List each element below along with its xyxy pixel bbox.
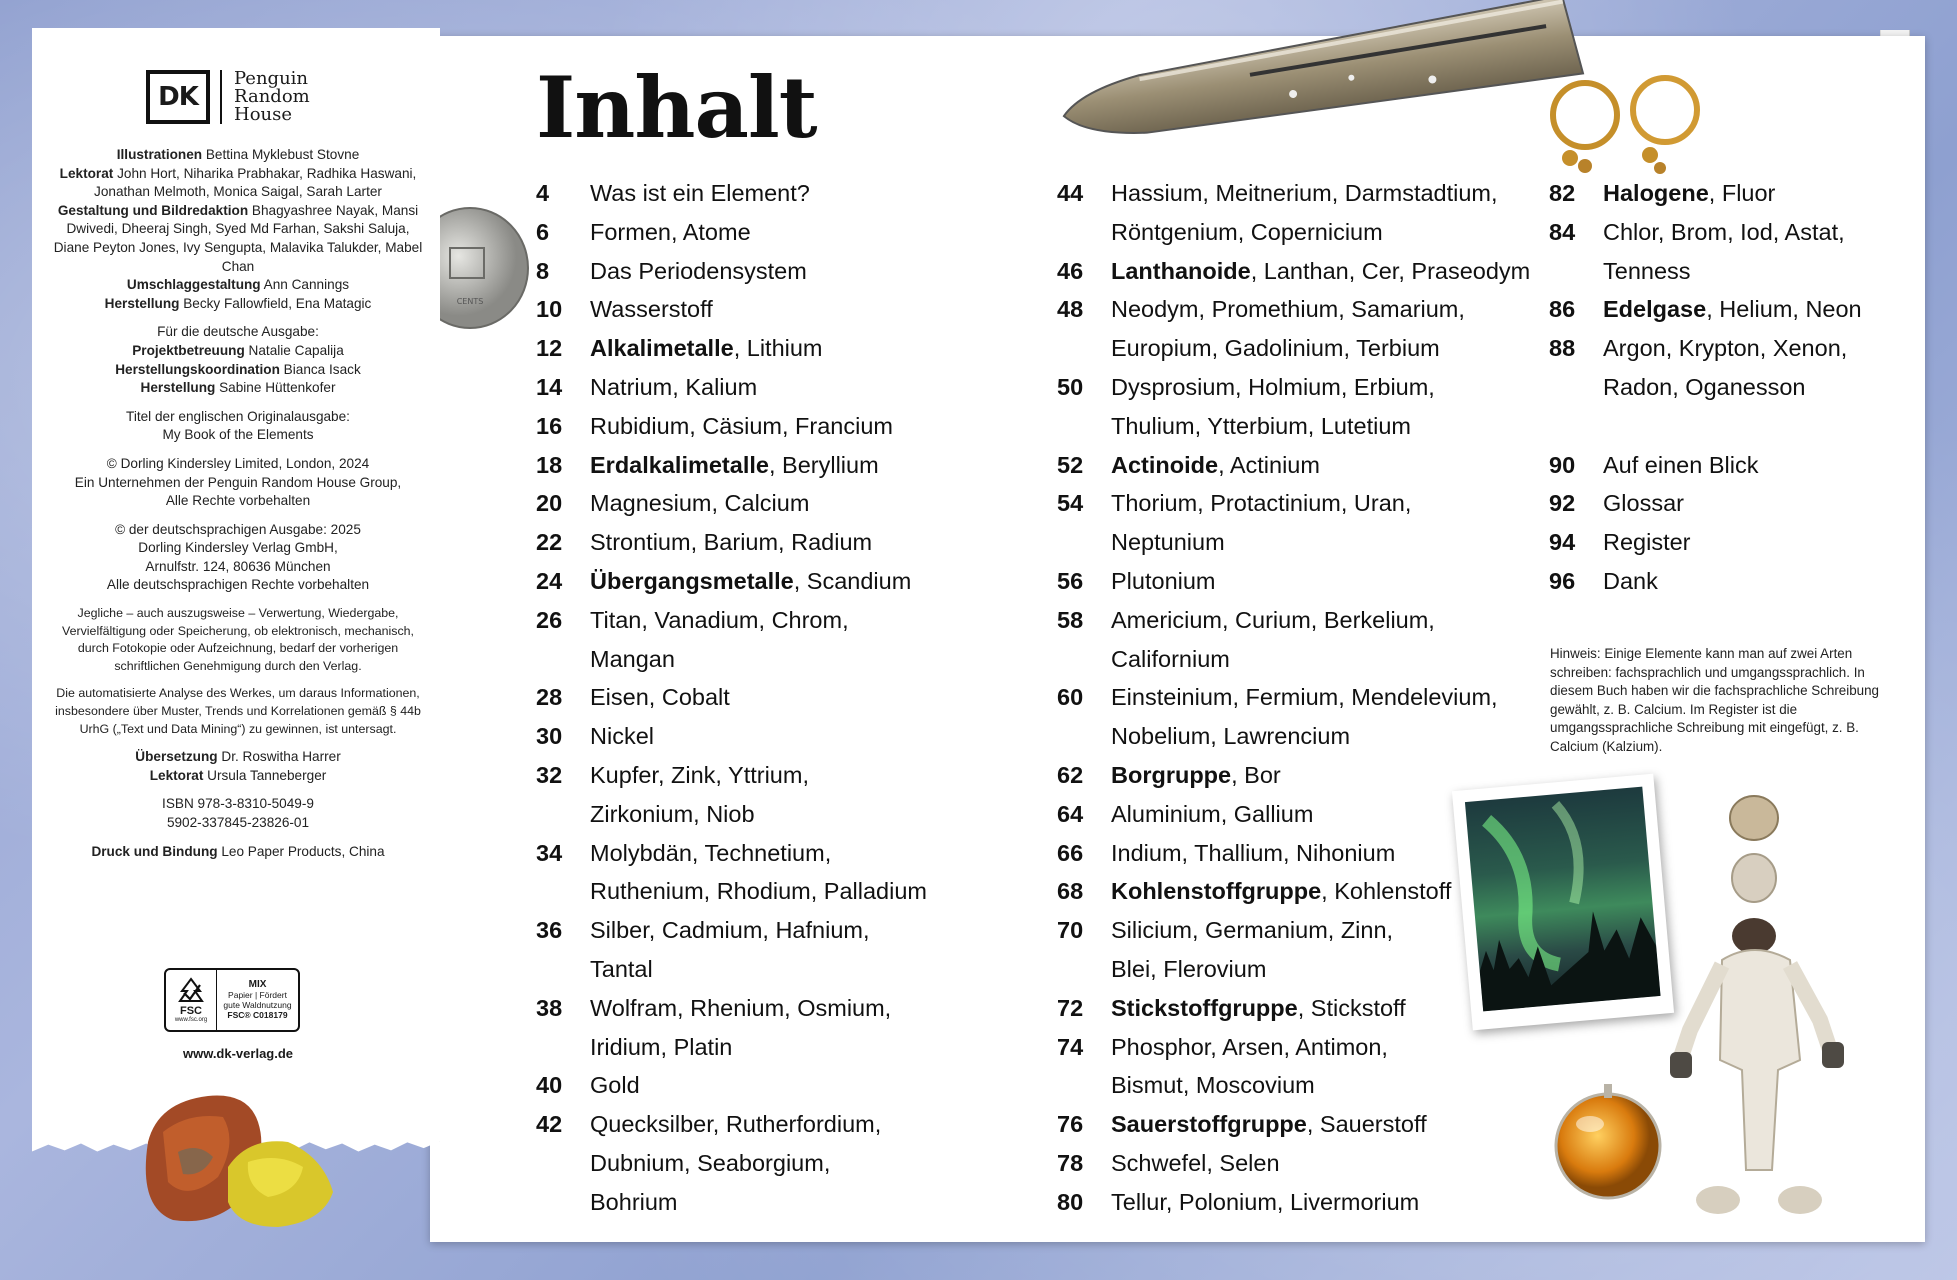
copyright-line: © Dorling Kindersley Limited, London, 2024 bbox=[106, 455, 370, 471]
coin-text: CENTS bbox=[456, 297, 484, 306]
toc-entry-text bbox=[590, 601, 986, 640]
tdm-notice: Die automatisierte Analyse des Werkes, um daraus Informationen, insbesondere über Muster, Trends und Korrelationen gemäß § 44b UrhG („Text und Data Mining“) zu gewinnen, ist untersagt. bbox=[55, 686, 421, 736]
toc-column-3 bbox=[1549, 174, 1879, 601]
mineral-rocks-image bbox=[128, 1082, 348, 1232]
toc-entry[interactable] bbox=[536, 562, 986, 601]
toc-page-number: 60 bbox=[1057, 684, 1084, 711]
website-link[interactable]: www.dk-verlag.de bbox=[182, 1046, 294, 1061]
toc-page-number: 6 bbox=[536, 218, 550, 245]
toc-entry-text bbox=[590, 407, 986, 446]
logo-line: Random bbox=[234, 86, 310, 107]
toc-entry-text bbox=[590, 484, 986, 523]
toc-group-name: Actinoide bbox=[1111, 451, 1219, 478]
toc-entry[interactable] bbox=[536, 252, 986, 291]
copyright-line: Dorling Kindersley Verlag GmbH, bbox=[138, 540, 338, 556]
credit-label: Übersetzung bbox=[135, 749, 218, 765]
toc-entry[interactable] bbox=[1549, 213, 1879, 252]
toc-group-name: Erdalkalimetalle bbox=[590, 451, 769, 478]
toc-entry-text bbox=[1603, 329, 1879, 368]
toc-elements: Thorium, Protactinium, Uran, bbox=[1111, 490, 1412, 517]
fsc-url: www.fsc.org bbox=[174, 1017, 208, 1023]
credit-label: Gestaltung und Bildredaktion bbox=[57, 202, 249, 218]
page-title: Inhalt bbox=[536, 58, 817, 157]
toc-group-name: Halogene bbox=[1603, 180, 1709, 206]
toc-entry[interactable] bbox=[1057, 1183, 1537, 1222]
toc-entry-continuation: Thulium, Ytterbium, Lutetium bbox=[1111, 412, 1411, 439]
toc-page-number: 94 bbox=[1549, 529, 1576, 556]
toc-entry[interactable] bbox=[1549, 484, 1879, 523]
toc-page-number: 76 bbox=[1057, 1111, 1084, 1138]
coin-image bbox=[440, 206, 530, 336]
toc-page-number: 24 bbox=[536, 567, 563, 594]
space-suit-image bbox=[1650, 790, 1860, 1230]
toc-entry[interactable] bbox=[1057, 562, 1537, 601]
credit-text: Bettina Myklebust Stovne bbox=[202, 147, 360, 162]
credits-block bbox=[52, 146, 424, 313]
credit-label: Herstellung bbox=[104, 295, 180, 311]
toc-entry-text bbox=[590, 834, 986, 873]
toc-group-name: Sauerstoffgruppe bbox=[1111, 1111, 1307, 1138]
fsc-info bbox=[217, 978, 298, 1022]
toc-page-number: 48 bbox=[1057, 296, 1084, 323]
toc-group-name: Edelgase bbox=[1603, 296, 1707, 323]
credit-label: Druck und Bindung bbox=[91, 843, 218, 859]
toc-page-number: 4 bbox=[536, 180, 550, 206]
toc-page-number: 8 bbox=[536, 257, 550, 284]
toc-page-number: 34 bbox=[536, 839, 563, 866]
isbn-block bbox=[52, 795, 424, 832]
toc-elements: , Kohlenstoff bbox=[1321, 878, 1452, 905]
bromine-sphere-image bbox=[1550, 1078, 1670, 1208]
imprint-text bbox=[52, 146, 424, 871]
toc-entry-text bbox=[1111, 174, 1537, 213]
toc-elements: Nickel bbox=[590, 723, 654, 750]
copyright-line: © der deutschsprachigen Ausgabe: 2025 bbox=[115, 521, 361, 537]
toc-page-number: 90 bbox=[1549, 451, 1576, 478]
toc-elements: , Bor bbox=[1231, 761, 1281, 788]
toc-elements: Quecksilber, Rutherfordium, bbox=[590, 1111, 882, 1138]
toc-entry-continuation: Californium bbox=[1111, 645, 1230, 672]
toc-elements: Wasserstoff bbox=[590, 296, 713, 323]
toc-entry[interactable] bbox=[1057, 290, 1537, 329]
toc-entry-text bbox=[1603, 174, 1879, 213]
toc-page-number: 78 bbox=[1057, 1149, 1084, 1176]
copyright-line: Arnulfstr. 124, 80636 München bbox=[145, 558, 331, 574]
spelling-note: Hinweis: Einige Elemente kann man auf zwei Arten schreiben: fachsprachlich und umgangssprachlich. In diesem Buch haben wir die fachsprachliche Schreibung gewählt, z. B. Calcium. Im Register ist die umgangssprachliche Schreibung mit eingefügt, z. B. Calcium (Kalzium). bbox=[1550, 646, 1880, 754]
toc-entry-text bbox=[590, 446, 986, 485]
credit-label: Herstellung bbox=[140, 380, 216, 396]
toc-entry[interactable] bbox=[536, 174, 986, 213]
toc-entry-text bbox=[1603, 562, 1879, 601]
toc-entry-continuation: Tenness bbox=[1603, 257, 1691, 284]
toc-elements: Schwefel, Selen bbox=[1111, 1149, 1280, 1176]
toc-page-number: 44 bbox=[1057, 180, 1084, 206]
toc-page-number: 64 bbox=[1057, 800, 1084, 827]
toc-entry[interactable] bbox=[536, 911, 986, 950]
toc-entry[interactable] bbox=[536, 484, 986, 523]
toc-entry[interactable] bbox=[1549, 329, 1879, 368]
toc-entry-text bbox=[1111, 1144, 1537, 1183]
credit-text: Becky Fallowfield, Ena Matagic bbox=[179, 295, 372, 311]
fsc-badge bbox=[164, 968, 300, 1032]
toc-elements: , Fluor bbox=[1708, 180, 1776, 206]
toc-entry-text bbox=[590, 290, 986, 329]
toc-entry-text bbox=[590, 717, 986, 756]
toc-entry[interactable] bbox=[1057, 601, 1537, 640]
aurora-graphic bbox=[1465, 787, 1661, 1012]
toc-elements: Molybdän, Technetium, bbox=[590, 839, 832, 866]
toc-entry[interactable] bbox=[536, 329, 986, 368]
toc-page-number: 68 bbox=[1057, 878, 1084, 905]
toc-entry[interactable] bbox=[1057, 1028, 1537, 1067]
toc-page-number: 50 bbox=[1057, 373, 1084, 400]
toc-entry-text bbox=[1603, 446, 1879, 485]
toc-page-number: 66 bbox=[1057, 839, 1084, 866]
toc-page-number: 46 bbox=[1057, 257, 1084, 284]
toc-entry[interactable] bbox=[536, 290, 986, 329]
toc-entry-text bbox=[590, 989, 986, 1028]
credit-label: Illustrationen bbox=[116, 147, 203, 162]
toc-page-number: 18 bbox=[536, 451, 563, 478]
toc-elements: Magnesium, Calcium bbox=[590, 490, 810, 517]
translation-block bbox=[52, 748, 424, 785]
copyright-uk bbox=[52, 455, 424, 511]
toc-page-number: 52 bbox=[1057, 451, 1084, 478]
toc-entry-text bbox=[1111, 601, 1537, 640]
fsc-line: Papier | Fördert bbox=[228, 990, 287, 1000]
toc-entry[interactable] bbox=[1057, 368, 1537, 407]
toc-group-name: Lanthanoide bbox=[1111, 257, 1251, 284]
toc-entry-continuation: Iridium, Platin bbox=[590, 1033, 733, 1060]
toc-entry[interactable] bbox=[536, 368, 986, 407]
toc-entry-continuation: Tantal bbox=[590, 955, 653, 982]
toc-elements: , Stickstoff bbox=[1297, 994, 1406, 1021]
copyright-line: Ein Unternehmen der Penguin Random House Group, bbox=[74, 474, 402, 490]
aurora-image bbox=[1465, 787, 1661, 1012]
toc-page-number: 14 bbox=[536, 373, 563, 400]
toc-column-1 bbox=[536, 174, 986, 1222]
logo-line: House bbox=[234, 104, 293, 125]
toc-elements: Was ist ein Element? bbox=[590, 180, 810, 206]
toc-page-number: 58 bbox=[1057, 606, 1084, 633]
gold-earrings-image bbox=[1540, 70, 1720, 180]
credit-label: Lektorat bbox=[59, 165, 114, 181]
toc-entry[interactable] bbox=[1549, 523, 1879, 562]
toc-entry[interactable] bbox=[1057, 252, 1537, 291]
toc-entry-text bbox=[1111, 446, 1537, 485]
credit-text: John Hort, Niharika Prabhakar, Radhika Haswani, Jonathan Melmoth, Monica Saigal, Sarah Larter bbox=[94, 165, 417, 200]
toc-entry[interactable] bbox=[1549, 174, 1879, 213]
toc-page-number: 82 bbox=[1549, 180, 1576, 206]
toc-entry[interactable] bbox=[536, 446, 986, 485]
toc-entry[interactable] bbox=[1057, 446, 1537, 485]
toc-entry-continuation: Ruthenium, Rhodium, Palladium bbox=[590, 878, 927, 905]
toc-entry-continuation: Bohrium bbox=[590, 1188, 678, 1215]
toc-entry-text bbox=[590, 1105, 986, 1144]
toc-page-number: 88 bbox=[1549, 335, 1576, 362]
credit-text: Ursula Tanneberger bbox=[203, 767, 327, 783]
toc-entry-text bbox=[1111, 368, 1537, 407]
tree-check-icon bbox=[176, 977, 206, 1005]
toc-elements: Silicium, Germanium, Zinn, bbox=[1111, 917, 1394, 944]
toc-elements: Formen, Atome bbox=[590, 218, 751, 245]
toc-entry-text bbox=[1111, 678, 1537, 717]
dk-logo: DK bbox=[146, 70, 210, 124]
original-title-block bbox=[52, 408, 424, 445]
toc-elements: , Lithium bbox=[733, 335, 823, 362]
toc-entry-text bbox=[1111, 1183, 1537, 1222]
fsc-mix: MIX bbox=[248, 979, 267, 990]
toc-entry[interactable] bbox=[536, 756, 986, 795]
logo-divider bbox=[220, 70, 222, 124]
toc-page-number: 92 bbox=[1549, 490, 1576, 517]
toc-page-number: 20 bbox=[536, 490, 563, 517]
toc-entry[interactable] bbox=[536, 834, 986, 873]
ean: 5902-337845-23826-01 bbox=[166, 815, 310, 830]
fsc-tree-icon bbox=[166, 970, 217, 1030]
logo-line: Penguin bbox=[234, 68, 309, 89]
toc-entry[interactable] bbox=[1057, 1144, 1537, 1183]
toc-entry[interactable] bbox=[536, 717, 986, 756]
credit-label: Projektbetreuung bbox=[132, 342, 245, 358]
toc-elements: Auf einen Blick bbox=[1603, 451, 1759, 478]
toc-entry-continuation: Nobelium, Lawrencium bbox=[1111, 723, 1351, 750]
toc-entry-text bbox=[590, 523, 986, 562]
toc-page-number: 96 bbox=[1549, 567, 1576, 594]
toc-page-number: 30 bbox=[536, 723, 563, 750]
fsc-logo-text: FSC bbox=[180, 1005, 202, 1017]
toc-page-number: 22 bbox=[536, 529, 563, 556]
toc-entry-text bbox=[1111, 252, 1537, 291]
toc-page-number: 26 bbox=[536, 606, 563, 633]
toc-entry-text bbox=[590, 368, 986, 407]
toc-page-number: 40 bbox=[536, 1072, 563, 1099]
toc-elements: Indium, Thallium, Nihonium bbox=[1111, 839, 1396, 866]
toc-entry[interactable] bbox=[1549, 446, 1879, 485]
toc-elements: Eisen, Cobalt bbox=[590, 684, 730, 711]
toc-page-number: 86 bbox=[1549, 296, 1576, 323]
toc-entry-text bbox=[1603, 523, 1879, 562]
toc-page-number: 10 bbox=[536, 296, 563, 323]
toc-entry[interactable] bbox=[536, 678, 986, 717]
toc-entry[interactable] bbox=[1057, 174, 1537, 213]
toc-group-name: Übergangsmetalle bbox=[590, 567, 794, 594]
toc-elements: Das Periodensystem bbox=[590, 257, 807, 284]
toc-elements: Glossar bbox=[1603, 490, 1684, 517]
toc-entry[interactable] bbox=[536, 1066, 986, 1105]
toc-page-number: 62 bbox=[1057, 761, 1084, 788]
german-edition-heading: Für die deutsche Ausgabe: bbox=[157, 324, 319, 340]
toc-entry[interactable] bbox=[1057, 484, 1537, 523]
toc-elements: Chlor, Brom, Iod, Astat, bbox=[1603, 218, 1845, 245]
toc-entry[interactable] bbox=[536, 601, 986, 640]
toc-page-number: 36 bbox=[536, 917, 563, 944]
toc-page-number: 32 bbox=[536, 761, 563, 788]
toc-elements: Neodym, Promethium, Samarium, bbox=[1111, 296, 1465, 323]
aurora-photo bbox=[1452, 774, 1674, 1031]
toc-elements: Plutonium bbox=[1111, 567, 1216, 594]
toc-entry-text bbox=[1111, 484, 1537, 523]
credit-label: Lektorat bbox=[149, 767, 204, 783]
toc-page-number: 12 bbox=[536, 335, 563, 362]
fsc-code: FSC® C018179 bbox=[227, 1010, 288, 1020]
toc-elements: , Lanthan, Cer, Praseodym bbox=[1250, 257, 1531, 284]
toc-entry-continuation: Europium, Gadolinium, Terbium bbox=[1111, 335, 1440, 362]
toc-entry-text bbox=[1111, 1028, 1537, 1067]
credit-text: Natalie Capalija bbox=[244, 342, 344, 358]
toc-entry-text bbox=[590, 911, 986, 950]
toc-entry[interactable] bbox=[536, 989, 986, 1028]
toc-elements: Dysprosium, Holmium, Erbium, bbox=[1111, 373, 1435, 400]
toc-group-name: Borgruppe bbox=[1111, 761, 1232, 788]
toc-entry[interactable] bbox=[536, 213, 986, 252]
toc-page-number: 56 bbox=[1057, 567, 1084, 594]
toc-page-number: 80 bbox=[1057, 1188, 1084, 1215]
toc-elements: Dank bbox=[1603, 567, 1658, 594]
original-title: My Book of the Elements bbox=[162, 427, 314, 443]
toc-entry-continuation: Dubnium, Seaborgium, bbox=[590, 1149, 831, 1176]
credit-text: Bhagyashree Nayak, Mansi Dwivedi, Dheeraj Singh, Syed Md Farhan, Sakshi Saluja, Diane Peyton Jones, Ivy Sengupta, Malavika Talukder, Mabel Chan bbox=[53, 202, 423, 274]
toc-entry-text bbox=[590, 562, 986, 601]
toc-elements: , Beryllium bbox=[768, 451, 879, 478]
toc-elements: Strontium, Barium, Radium bbox=[590, 529, 873, 556]
fsc-line: gute Waldnutzung bbox=[223, 1000, 292, 1010]
toc-page-number: 72 bbox=[1057, 994, 1084, 1021]
toc-group-name: Alkalimetalle bbox=[590, 335, 734, 362]
toc-spacer bbox=[1549, 407, 1879, 446]
toc-elements: Kupfer, Zink, Yttrium, bbox=[590, 761, 809, 788]
toc-entry-text bbox=[1111, 1105, 1537, 1144]
toc-page-number: 16 bbox=[536, 412, 563, 439]
toc-entry[interactable] bbox=[1057, 678, 1537, 717]
credit-label: Herstellungskoordination bbox=[115, 361, 280, 377]
toc-entry-text bbox=[1603, 484, 1879, 523]
isbn: ISBN 978-3-8310-5049-9 bbox=[162, 796, 314, 812]
toc-entry-text bbox=[1603, 213, 1879, 252]
toc-entry-continuation: Bismut, Moscovium bbox=[1111, 1072, 1315, 1099]
toc-entry-text bbox=[1111, 290, 1537, 329]
toc-entry-continuation: Blei, Flerovium bbox=[1111, 955, 1267, 982]
toc-elements: Natrium, Kalium bbox=[590, 373, 758, 400]
copyright-line: Alle deutschsprachigen Rechte vorbehalten bbox=[106, 577, 370, 593]
toc-entry[interactable] bbox=[1549, 290, 1879, 329]
toc-entry-text bbox=[590, 329, 986, 368]
toc-column-2 bbox=[1057, 174, 1537, 1222]
toc-page-number: 84 bbox=[1549, 218, 1576, 245]
toc-page-number: 70 bbox=[1057, 917, 1084, 944]
legal-notice: Jegliche – auch auszugsweise – Verwertung, Wiedergabe, Vervielfältigung oder Speicherung, ob elektronisch, mechanisch, durch Fotokopie oder Aufzeichnung, bedarf der vorherigen schriftlichen Genehmigung durch den Verlag. bbox=[62, 606, 414, 673]
toc-elements: Silber, Cadmium, Hafnium, bbox=[590, 917, 870, 944]
toc-elements: Argon, Krypton, Xenon, bbox=[1603, 335, 1848, 362]
toc-group-name: Stickstoffgruppe bbox=[1111, 994, 1298, 1021]
toc-entry-continuation: Neptunium bbox=[1111, 529, 1225, 556]
toc-entry-text bbox=[1111, 562, 1537, 601]
toc-entry[interactable] bbox=[1057, 756, 1537, 795]
credit-text: Sabine Hüttenkofer bbox=[215, 380, 336, 396]
toc-entry[interactable] bbox=[1057, 989, 1537, 1028]
credit-text: Leo Paper Products, China bbox=[217, 843, 385, 859]
copyright-line: Alle Rechte vorbehalten bbox=[165, 493, 311, 509]
toc-elements: Phosphor, Arsen, Antimon, bbox=[1111, 1033, 1388, 1060]
toc-elements: Hassium, Meitnerium, Darmstadtium, bbox=[1111, 180, 1498, 206]
publisher-logo bbox=[146, 70, 310, 124]
toc-entry[interactable] bbox=[1057, 1105, 1537, 1144]
toc-entry[interactable] bbox=[1549, 562, 1879, 601]
toc-page-number: 74 bbox=[1057, 1033, 1084, 1060]
toc-elements: Gold bbox=[590, 1072, 640, 1099]
toc-entry-continuation: Radon, Oganesson bbox=[1603, 373, 1806, 400]
toc-elements: Wolfram, Rhenium, Osmium, bbox=[590, 994, 892, 1021]
toc-elements: Register bbox=[1603, 529, 1691, 556]
original-title-label: Titel der englischen Originalausgabe: bbox=[126, 408, 350, 424]
toc-page-number: 42 bbox=[536, 1111, 563, 1138]
toc-group-name: Kohlenstoffgruppe bbox=[1111, 878, 1322, 905]
toc-page-number: 54 bbox=[1057, 490, 1084, 517]
credit-text: Ann Cannings bbox=[260, 277, 350, 293]
toc-entry-text bbox=[590, 678, 986, 717]
toc-elements: Rubidium, Cäsium, Francium bbox=[590, 412, 893, 439]
toc-elements: , Sauerstoff bbox=[1306, 1111, 1427, 1138]
toc-page-number: 38 bbox=[536, 994, 563, 1021]
printing-block bbox=[52, 843, 424, 862]
penguin-random-house-logo bbox=[234, 70, 310, 124]
toc-elements: Aluminium, Gallium bbox=[1111, 800, 1314, 827]
toc-entry-text bbox=[590, 174, 986, 213]
credit-text: Bianca Isack bbox=[279, 361, 361, 377]
toc-entry[interactable] bbox=[536, 1105, 986, 1144]
toc-entry-text bbox=[590, 756, 986, 795]
credit-label: Umschlaggestaltung bbox=[126, 277, 261, 293]
toc-entry[interactable] bbox=[536, 523, 986, 562]
toc-entry-continuation: Zirkonium, Niob bbox=[590, 800, 755, 827]
toc-entry-text bbox=[590, 252, 986, 291]
toc-elements: Americium, Curium, Berkelium, bbox=[1111, 606, 1435, 633]
toc-entry-continuation: Röntgenium, Copernicium bbox=[1111, 218, 1383, 245]
toc-elements: Titan, Vanadium, Chrom, bbox=[590, 606, 849, 633]
toc-page-number: 28 bbox=[536, 684, 563, 711]
toc-elements: , Scandium bbox=[793, 567, 912, 594]
toc-entry-text bbox=[590, 1066, 986, 1105]
toc-elements: Tellur, Polonium, Livermorium bbox=[1111, 1188, 1420, 1215]
toc-entry[interactable] bbox=[536, 407, 986, 446]
credit-text: Dr. Roswitha Harrer bbox=[217, 749, 341, 765]
toc-elements: , Helium, Neon bbox=[1706, 296, 1862, 323]
toc-entry-text bbox=[590, 213, 986, 252]
toc-entry-continuation: Mangan bbox=[590, 645, 675, 672]
copyright-de bbox=[52, 521, 424, 595]
toc-elements: Einsteinium, Fermium, Mendelevium, bbox=[1111, 684, 1498, 711]
german-credits-block bbox=[52, 323, 424, 397]
toc-elements: , Actinium bbox=[1218, 451, 1320, 478]
toc-entry-text bbox=[1603, 290, 1879, 329]
